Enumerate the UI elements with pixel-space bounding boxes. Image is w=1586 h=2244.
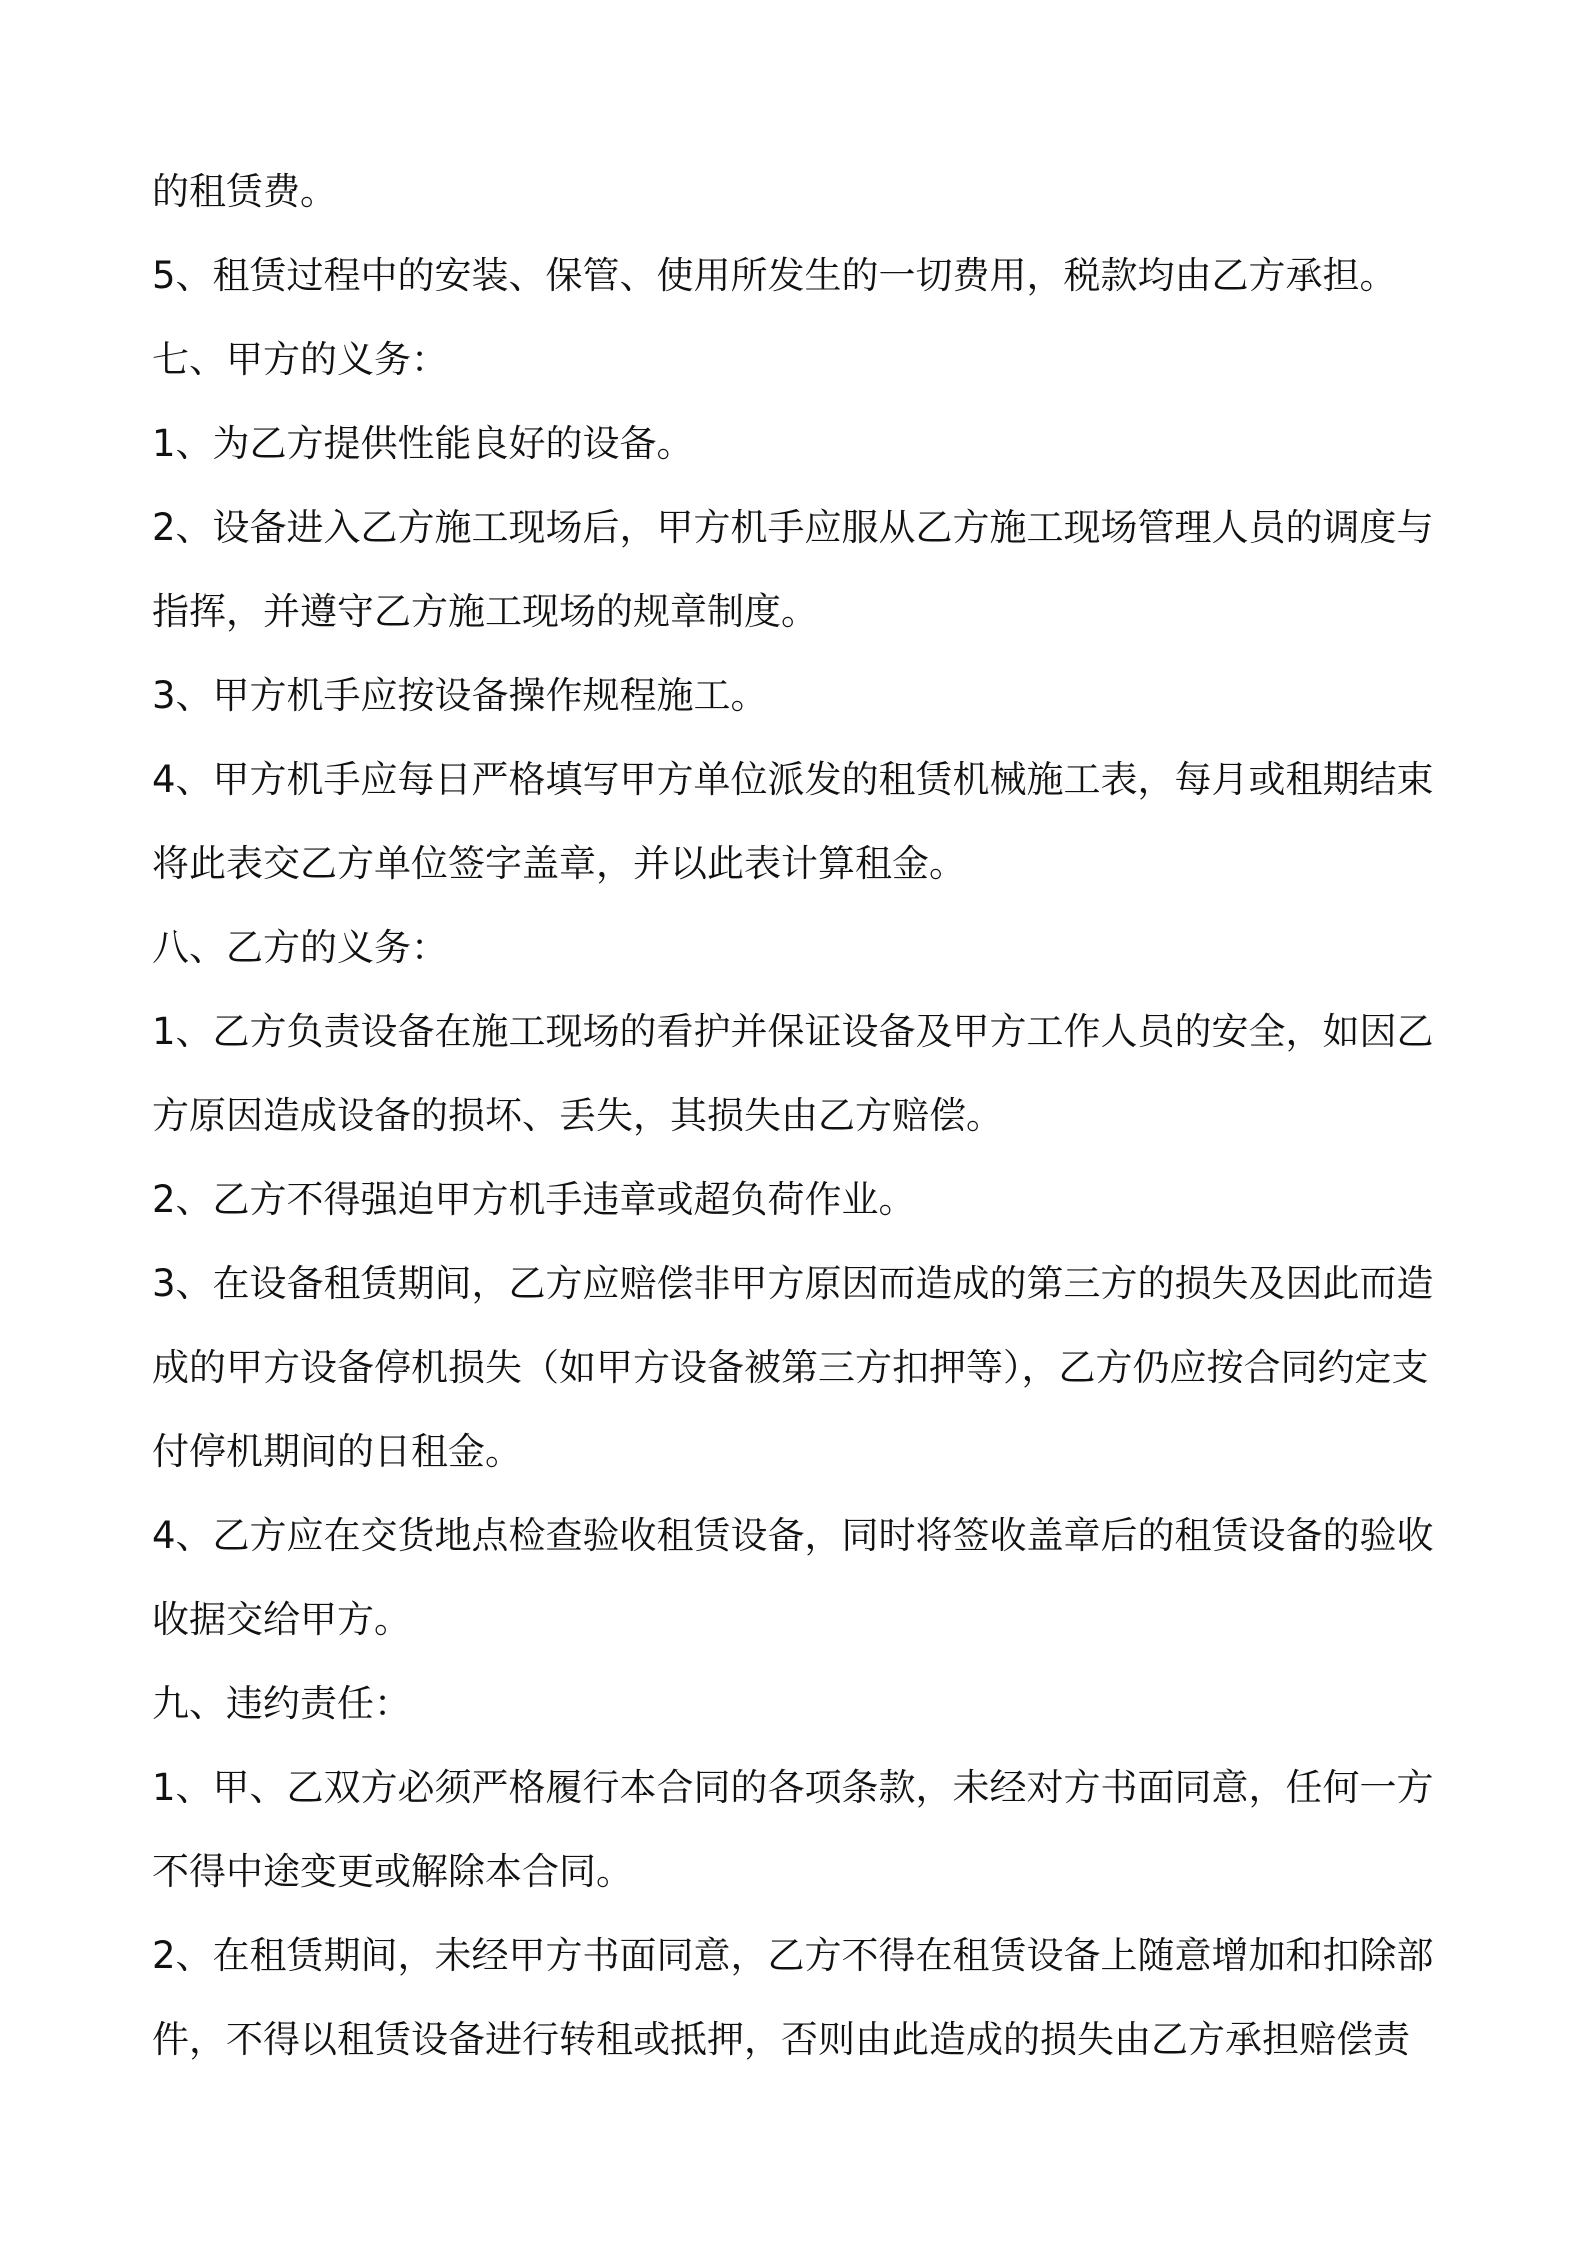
section-heading: 九、违约责任： — [152, 1682, 411, 1725]
clause-line: 5、租赁过程中的安装、保管、使用所发生的一切费用，税款均由乙方承担。 — [152, 254, 1397, 297]
clause-line: 3、在设备租赁期间，乙方应赔偿非甲方原因而造成的第三方的损失及因此而造 — [152, 1262, 1434, 1305]
text-line: 指挥，并遵守乙方施工现场的规章制度。 — [152, 590, 818, 633]
text-line: 收据交给甲方。 — [152, 1598, 411, 1641]
clause-line: 3、甲方机手应按设备操作规程施工。 — [152, 674, 768, 717]
text-line: 的租赁费。 — [152, 170, 337, 213]
text-line: 付停机期间的日租金。 — [152, 1430, 522, 1473]
text-line: 将此表交乙方单位签字盖章，并以此表计算租金。 — [152, 842, 966, 885]
document-page — [152, 150, 1452, 2082]
clause-line: 1、乙方负责设备在施工现场的看护并保证设备及甲方工作人员的安全，如因乙 — [152, 1010, 1434, 1053]
section-heading: 八、乙方的义务： — [152, 926, 448, 969]
clause-line: 2、乙方不得强迫甲方机手违章或超负荷作业。 — [152, 1178, 916, 1221]
clause-line: 1、甲、乙双方必须严格履行本合同的各项条款，未经对方书面同意，任何一方 — [152, 1766, 1434, 1809]
clause-line: 4、甲方机手应每日严格填写甲方单位派发的租赁机械施工表，每月或租期结束 — [152, 758, 1434, 801]
text-line: 件，不得以租赁设备进行转租或抵押，否则由此造成的损失由乙方承担赔偿责 — [152, 2018, 1410, 2061]
section-heading: 七、甲方的义务： — [152, 338, 448, 381]
text-line: 成的甲方设备停机损失（如甲方设备被第三方扣押等），乙方仍应按合同约定支 — [152, 1346, 1429, 1389]
clause-line: 4、乙方应在交货地点检查验收租赁设备，同时将签收盖章后的租赁设备的验收 — [152, 1514, 1434, 1557]
text-line: 不得中途变更或解除本合同。 — [152, 1850, 633, 1893]
text-line: 方原因造成设备的损坏、丢失，其损失由乙方赔偿。 — [152, 1094, 1003, 1137]
clause-line: 2、设备进入乙方施工现场后，甲方机手应服从乙方施工现场管理人员的调度与 — [152, 506, 1434, 549]
clause-line: 1、为乙方提供性能良好的设备。 — [152, 422, 694, 465]
clause-line: 2、在租赁期间，未经甲方书面同意，乙方不得在租赁设备上随意增加和扣除部 — [152, 1934, 1434, 1977]
